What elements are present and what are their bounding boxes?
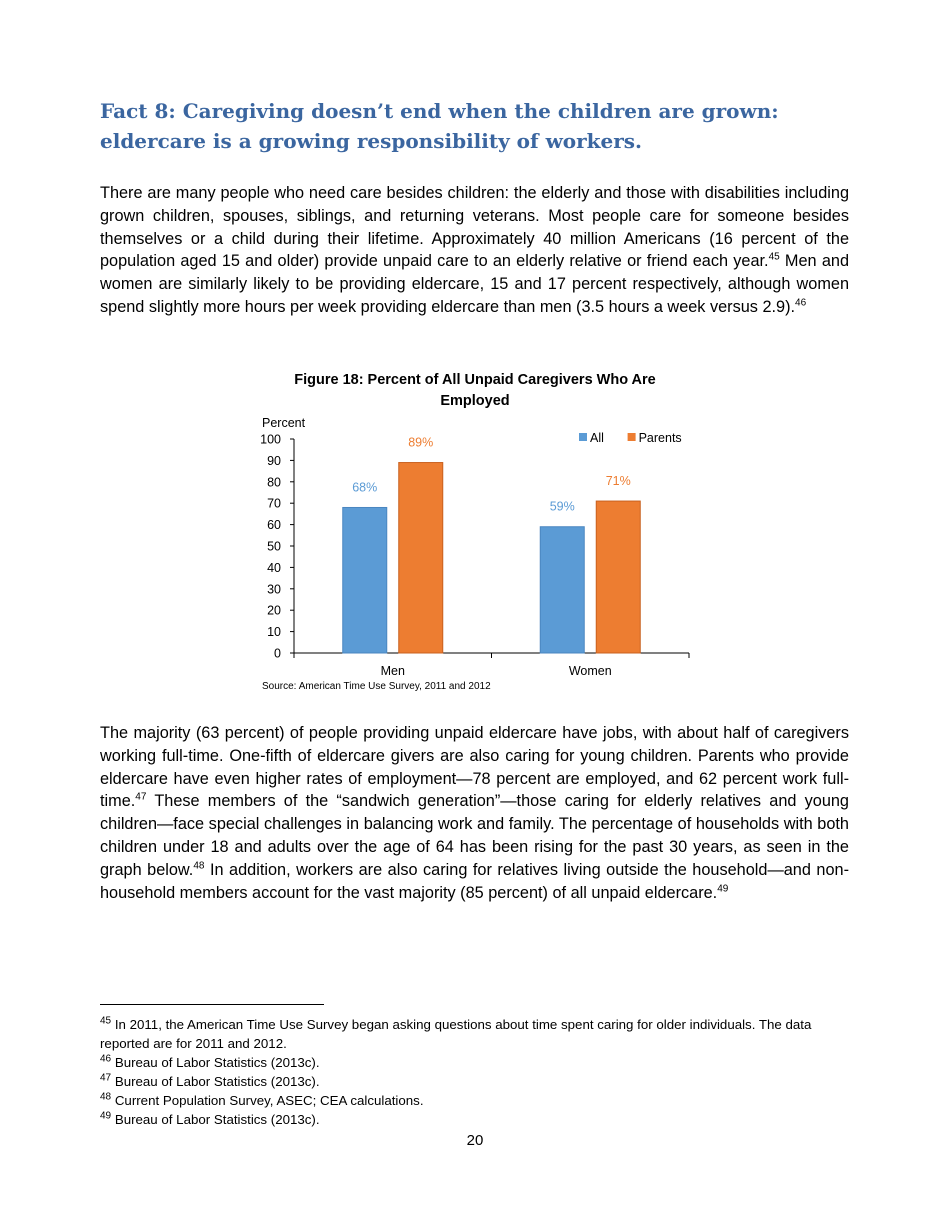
x-tick-label: Women <box>568 664 612 678</box>
legend-swatch-parents <box>628 433 636 441</box>
y-tick-label: 0 <box>274 646 281 661</box>
y-tick-label: 50 <box>267 539 281 554</box>
data-label: 71% <box>605 474 631 489</box>
footnote <box>100 1053 860 1072</box>
data-label: 59% <box>549 499 575 514</box>
footnote <box>100 1091 860 1110</box>
chart-canvas <box>250 412 710 697</box>
footnote <box>100 1110 860 1129</box>
paragraph-text: In addition, workers are also caring for relatives living outside the household—and non-household members account for the vast majority (85 percent) of all unpaid eldercare. <box>100 860 849 902</box>
footnote-number: 47 <box>100 1072 112 1084</box>
footnote-text: Bureau of Labor Statistics (2013c). <box>111 1112 320 1127</box>
footnote-ref[interactable]: 47 <box>135 791 147 803</box>
y-tick-label: 80 <box>267 475 281 490</box>
y-tick-label: 40 <box>267 560 281 575</box>
y-tick-label: 70 <box>267 496 281 511</box>
footnote <box>100 1015 860 1053</box>
bar-parents-men <box>399 463 443 653</box>
footnote-number: 45 <box>100 1015 112 1027</box>
page-number: 20 <box>466 1132 484 1149</box>
footnote-divider <box>100 1004 324 1005</box>
y-tick-label: 60 <box>267 518 281 533</box>
legend-label: Parents <box>638 431 682 445</box>
footnote-ref[interactable]: 49 <box>717 883 729 895</box>
legend-label: All <box>590 431 604 445</box>
footnote-text: In 2011, the American Time Use Survey began asking questions about time spent caring for older individuals. The data reported are for 2011 and 2012. <box>100 1017 812 1051</box>
paragraph-sandwich-generation <box>100 722 849 904</box>
x-tick-label: Men <box>380 664 405 678</box>
data-label: 68% <box>352 480 378 495</box>
y-tick-label: 100 <box>260 432 281 447</box>
footnote-number: 48 <box>100 1091 112 1103</box>
y-tick-label: 90 <box>267 453 281 468</box>
data-label: 89% <box>408 435 434 450</box>
footnote-number: 46 <box>100 1053 112 1065</box>
footnote-text: Current Population Survey, ASEC; CEA calculations. <box>111 1093 424 1108</box>
y-tick-label: 10 <box>267 625 281 640</box>
y-axis-title: Percent <box>262 416 306 430</box>
footnote-text: Bureau of Labor Statistics (2013c). <box>111 1074 320 1089</box>
footnote-ref[interactable]: 48 <box>193 860 205 872</box>
y-tick-label: 30 <box>267 582 281 597</box>
legend-swatch-all <box>579 433 587 441</box>
footnote-ref[interactable]: 46 <box>795 297 807 309</box>
footnote-ref[interactable]: 45 <box>768 251 780 263</box>
section-heading: Fact 8: Caregiving doesn’t end when the children are grown: eldercare is a growing responsibility of workers. <box>100 99 779 153</box>
chart-source-note: Source: American Time Use Survey, 2011 and 2012 <box>262 681 491 692</box>
y-tick-label: 20 <box>267 603 281 618</box>
bar-all-women <box>540 527 584 653</box>
footnotes <box>100 1015 860 1129</box>
footnote <box>100 1072 860 1091</box>
bar-chart <box>250 412 710 697</box>
bar-all-men <box>343 507 387 653</box>
paragraph-intro <box>100 182 849 319</box>
bar-parents-women <box>596 501 640 653</box>
paragraph-text: Men and women are similarly likely to be providing eldercare, 15 and 17 percent respectively, although women spend slightly more hours per week providing eldercare than men (3.5 hours a week versus 2.9). <box>100 252 849 316</box>
paragraph-text: These members of the “sandwich generation”—those caring for elderly relatives and young children—face special challenges in balancing work and family. The percentage of households with both children under 18 and adults over the age of 64 has been rising for the past 30 years, as seen in the graph below. <box>100 792 849 879</box>
paragraph-text: The majority (63 percent) of people providing unpaid eldercare have jobs, with about half of caregivers working full-time. One-fifth of eldercare givers are also caring for young children. Parents who provide eldercare have even higher rates of employment—78 percent are employed, and 62 percent work full-time. <box>100 724 849 811</box>
figure-title: Figure 18: Percent of All Unpaid Caregivers Who Are Employed <box>294 372 656 409</box>
paragraph-text: There are many people who need care besides children: the elderly and those with disabilities including grown children, spouses, siblings, and returning veterans. Most people care for someone besides themselves or a child during their lifetime. Approximately 40 million Americans (16 percent of the population aged 15 and older) provide unpaid care to an elderly relative or friend each year. <box>100 184 849 271</box>
footnote-number: 49 <box>100 1110 112 1122</box>
footnote-text: Bureau of Labor Statistics (2013c). <box>111 1055 320 1070</box>
